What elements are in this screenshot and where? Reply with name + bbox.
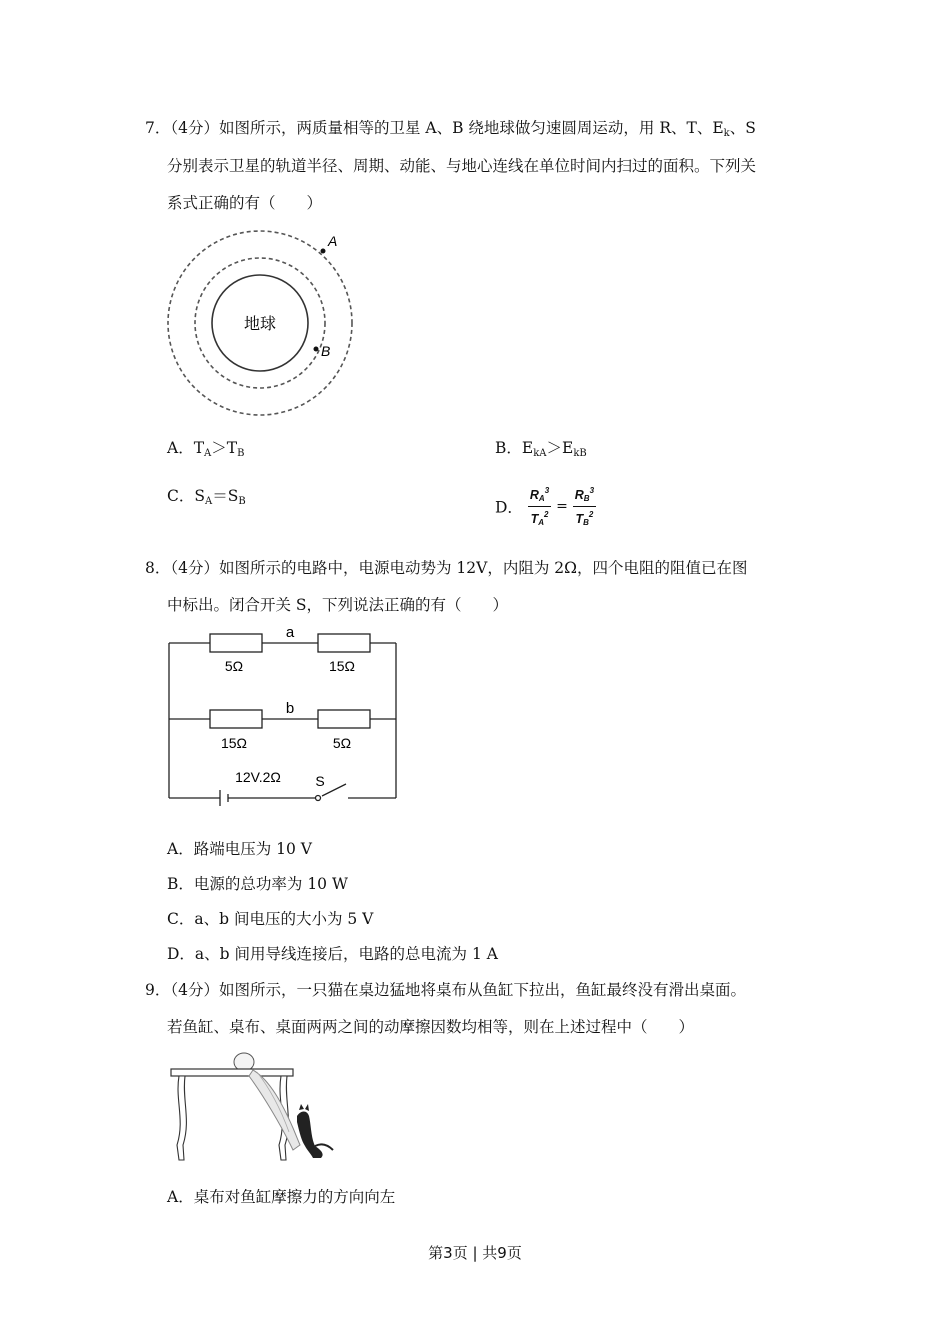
satellite-b-dot [314, 347, 319, 352]
r4-label: 5Ω [332, 735, 352, 751]
q8-option-b: B．电源的总功率为 10 W [167, 875, 348, 893]
earth-label: 地球 [243, 316, 277, 333]
r1-label: 5Ω [224, 658, 244, 674]
tablecloth [249, 1070, 300, 1150]
fraction-left: $\frac{R_A^3}{T_A^2}$ [528, 483, 551, 530]
table-top [171, 1069, 293, 1076]
satellite-a-label: A [328, 233, 338, 249]
q7-option-d: D． $\frac{R_A^3}{T_A^2}$ = $\frac{R_B^3}{T_B^2}$ [495, 483, 596, 530]
cat-silhouette [297, 1112, 323, 1159]
q9-stem-line-1: 9．（4分）如图所示，一只猫在桌边猛地将桌布从鱼缸下拉出，鱼缸最终没有滑出桌面。 [145, 981, 746, 999]
q9-option-a: A．桌布对鱼缸摩擦力的方向向左 [167, 1188, 396, 1206]
q7-option-b: B．$E_{kA}>E_{kB}$ [495, 439, 587, 459]
q7-stem-line-3: 系式正确的有（ ） [167, 194, 323, 212]
fraction-right: $\frac{R_B^3}{T_B^2}$ [573, 483, 596, 530]
q7-option-a: A．$T_A>T_B$ [167, 439, 245, 459]
q8-option-a: A．路端电压为 10 V [167, 840, 312, 858]
q9-cat-table-figure [165, 1050, 340, 1170]
q8-circuit-figure [160, 622, 405, 807]
resistor-5-ohm-top [210, 634, 262, 652]
q8-stem-line-2: 中标出。闭合开关 S，下列说法正确的有（ ） [167, 596, 509, 614]
source-label: 12V.2Ω [235, 769, 281, 785]
satellite-b-label: B [321, 343, 331, 359]
table-leg-left [177, 1076, 186, 1160]
fish-bowl [234, 1053, 254, 1071]
node-a-label: a [285, 624, 295, 641]
q8-option-c: C．a、b 间电压的大小为 5 V [167, 910, 374, 928]
resistor-15-ohm-top [318, 634, 370, 652]
switch-label: S [315, 773, 325, 789]
satellite-a-dot [321, 249, 326, 254]
q7-stem-line-2: 分别表示卫星的轨道半径、周期、动能、与地心连线在单位时间内扫过的面积。下列关 [167, 157, 757, 175]
q7-stem-line-1: 7．（4分）如图所示，两质量相等的卫星 A、B 绕地球做匀速圆周运动，用 R、T、$E_k$、S [145, 119, 756, 139]
switch-contact [316, 796, 321, 801]
r2-label: 15Ω [328, 658, 356, 674]
q8-stem-line-1: 8．（4分）如图所示的电路中，电源电动势为 12V，内阻为 2Ω，四个电阻的阻值已在图 [145, 559, 748, 577]
node-b-label: b [285, 700, 295, 717]
page-footer: 第3页 | 共9页 [428, 1244, 522, 1262]
q9-stem-line-2: 若鱼缸、桌布、桌面两两之间的动摩擦因数均相等，则在上述过程中（ ） [167, 1018, 695, 1036]
q8-option-d: D．a、b 间用导线连接后，电路的总电流为 1 A [167, 945, 498, 963]
r3-label: 15Ω [220, 735, 248, 751]
resistor-5-ohm-bottom [318, 710, 370, 728]
q7-option-c: C．$S_A=S_B$ [167, 487, 246, 507]
q7-orbit-figure [160, 225, 360, 420]
resistor-15-ohm-bottom [210, 710, 262, 728]
